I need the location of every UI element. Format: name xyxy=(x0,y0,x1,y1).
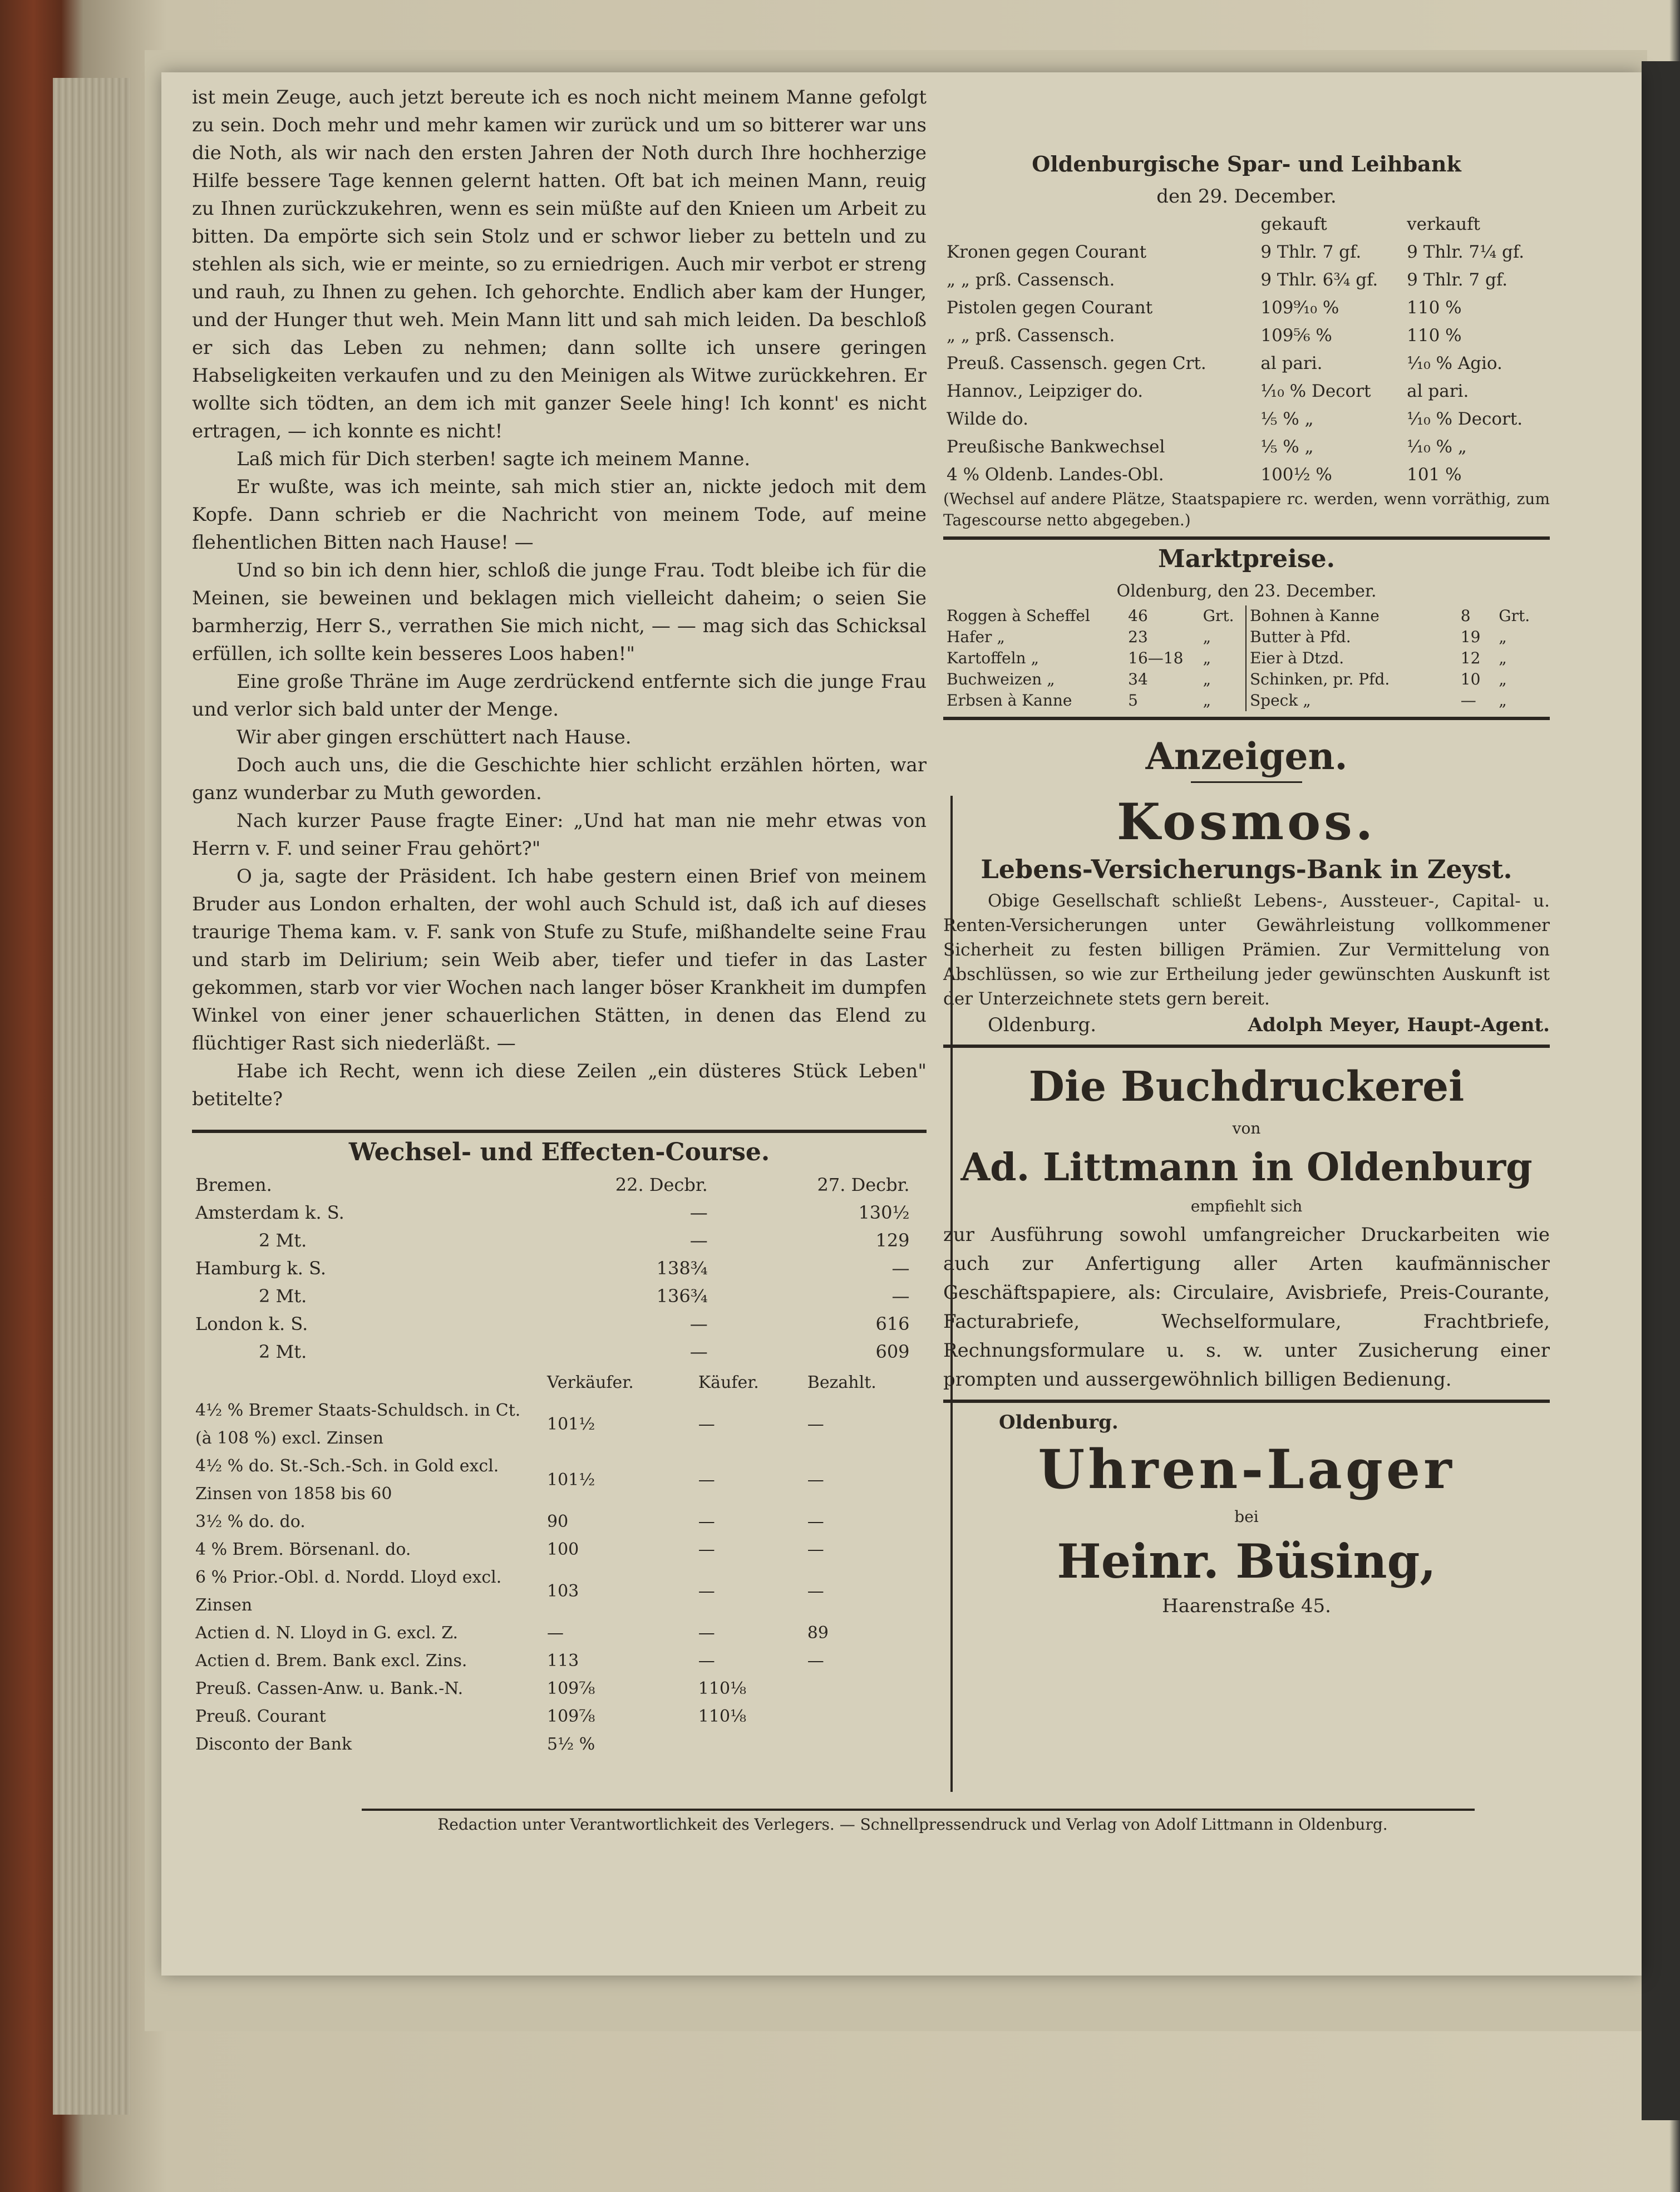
table-cell: 4 % Brem. Börsenanl. do. xyxy=(195,1540,411,1559)
table-row xyxy=(943,349,1550,377)
story-paragraph: Doch auch uns, die die Geschichte hier schlicht erzählen hörten, war ganz wunderbar zu Muth geworden. xyxy=(192,754,927,804)
druck-von: von xyxy=(1232,1119,1261,1137)
druck-name: Ad. Littmann in Oldenburg xyxy=(960,1145,1533,1190)
table-cell: ¹⁄₁₀ % Decort. xyxy=(1407,409,1523,429)
table-cell: 110⅛ xyxy=(698,1679,747,1698)
table-cell: 109⅞ xyxy=(547,1707,595,1726)
table-cell: 609 xyxy=(875,1341,910,1362)
table-cell: 109⁵⁄₆ % xyxy=(1260,326,1332,346)
table-cell: — xyxy=(698,1540,715,1559)
markt-date: Oldenburg, den 23. December. xyxy=(1116,582,1377,601)
table-cell: 5½ % xyxy=(547,1735,595,1754)
table-row xyxy=(943,461,1550,489)
table-cell: 2 Mt. xyxy=(259,1285,307,1307)
table-row xyxy=(192,1199,927,1226)
table-row xyxy=(943,627,1246,648)
table-cell: — xyxy=(698,1623,715,1643)
table-cell: 101½ xyxy=(547,1470,595,1490)
table-cell: 9 Thlr. 7¼ gf. xyxy=(1407,242,1525,262)
story-paragraph: Nach kurzer Pause fragte Einer: „Und hat man nie mehr etwas von Herrn v. F. und seiner Frau gehört?" xyxy=(192,810,927,860)
markt-tables xyxy=(943,605,1550,711)
table-cell: 109⁹⁄₁₀ % xyxy=(1260,298,1339,318)
table-row xyxy=(943,605,1246,627)
table-cell: — xyxy=(547,1623,564,1643)
table-cell: „ xyxy=(1203,649,1211,667)
uhr-bei: bei xyxy=(1234,1508,1259,1526)
druck-empfiehlt: empfiehlt sich xyxy=(1190,1197,1303,1215)
table-cell: London k. S. xyxy=(195,1313,308,1334)
table-cell: — xyxy=(807,1582,824,1601)
table-row xyxy=(192,1226,927,1254)
kosmos-signature xyxy=(943,1011,1550,1039)
table-cell: 5 xyxy=(1128,691,1138,710)
table-cell: 90 xyxy=(547,1512,569,1531)
table-header xyxy=(192,1171,927,1199)
table-cell: „ „ prß. Cassensch. xyxy=(947,270,1115,290)
table-row xyxy=(192,1675,927,1703)
table-cell: Hannov., Leipziger do. xyxy=(947,381,1144,401)
table-row xyxy=(192,1703,927,1731)
markt-title: Marktpreise. xyxy=(1158,545,1335,573)
table-cell: Preuß. Cassen-Anw. u. Bank.-N. xyxy=(195,1679,464,1698)
table-cell: Kronen gegen Courant xyxy=(947,242,1147,262)
table-cell: Grt. xyxy=(1499,607,1530,625)
section-rule xyxy=(943,1045,1550,1048)
story-paragraph: Wir aber gingen erschüttert nach Hause. xyxy=(237,726,632,748)
imprint: Redaction unter Verantwortlichkeit des Verlegers. — Schnellpressendruck und Verlag von Adolf Littmann in Oldenburg. xyxy=(437,1815,1388,1834)
bank-note: (Wechsel auf andere Plätze, Staatspapiere rc. werden, wenn vorräthig, zum Tagescourse netto abgegeben.) xyxy=(943,490,1550,529)
table-cell: Roggen à Scheffel xyxy=(947,607,1090,625)
section-rule xyxy=(943,536,1550,540)
footer-rule xyxy=(362,1809,1475,1811)
table-row xyxy=(192,1536,927,1564)
table-row xyxy=(943,433,1550,461)
wechsel-table xyxy=(192,1171,927,1366)
table-row xyxy=(943,266,1550,294)
table-cell: 27. Decbr. xyxy=(817,1174,910,1195)
table-cell: — xyxy=(807,1512,824,1531)
table-row xyxy=(1247,627,1550,648)
table-cell: Verkäufer. xyxy=(547,1373,634,1392)
table-cell: Preuß. Cassensch. gegen Crt. xyxy=(947,353,1206,373)
table-cell: 101 % xyxy=(1407,465,1462,485)
table-cell: 9 Thlr. 7 gf. xyxy=(1260,242,1362,262)
table-cell: — xyxy=(807,1540,824,1559)
table-row xyxy=(943,294,1550,322)
table-row xyxy=(192,1619,927,1647)
table-row xyxy=(1247,648,1550,669)
story-paragraph: Laß mich für Dich sterben! sagte ich meinem Manne. xyxy=(237,448,751,470)
table-cell: 100½ % xyxy=(1260,465,1332,485)
table-cell: — xyxy=(698,1415,715,1434)
table-row xyxy=(192,1310,927,1338)
table-cell: „ xyxy=(1203,691,1211,710)
table-cell: — xyxy=(698,1470,715,1490)
table-cell: Erbsen à Kanne xyxy=(947,691,1072,710)
short-rule xyxy=(1191,781,1302,783)
binding-edge xyxy=(1642,61,1680,2120)
kosmos-subtitle: Lebens-Versicherungs-Bank in Zeyst. xyxy=(981,854,1513,884)
table-cell: ⅕ % „ xyxy=(1260,437,1314,457)
table-row xyxy=(943,648,1246,669)
table-cell: „ xyxy=(1499,649,1507,667)
table-cell: Buchweizen „ xyxy=(947,670,1055,688)
table-cell: 4½ % do. St.-Sch.-Sch. in Gold excl. Zinsen von 1858 bis 60 xyxy=(195,1456,499,1504)
table-cell: 130½ xyxy=(858,1202,910,1223)
wechsel-title: Wechsel- und Effecten-Course. xyxy=(348,1138,770,1166)
table-cell: „ xyxy=(1203,628,1211,646)
table-row xyxy=(192,1731,927,1758)
table-cell: ¹⁄₁₀ % „ xyxy=(1407,437,1467,457)
table-cell: — xyxy=(689,1230,708,1251)
kosmos-title: Kosmos. xyxy=(1116,792,1377,851)
table-cell: 10 xyxy=(1460,670,1481,688)
table-cell: Pistolen gegen Courant xyxy=(947,298,1153,318)
table-row xyxy=(943,322,1550,349)
table-row xyxy=(192,1564,927,1619)
table-cell: „ xyxy=(1499,691,1507,710)
table-cell: 9 Thlr. 6¾ gf. xyxy=(1260,270,1378,290)
table-cell xyxy=(804,1675,927,1703)
uhr-title: Uhren-Lager xyxy=(1038,1438,1455,1501)
section-rule xyxy=(943,1400,1550,1403)
kosmos-text: Obige Gesellschaft schließt Lebens-, Aussteuer-, Capital- u. Renten-Versicherungen unter Gewährleistung vollkommener Sicherheit zu festen billigen Prämien. Zur Vermittelung von Abschlüssen, so wie zur Ertheilung jeder gewünschten Auskunft ist der Unterzeichnete stets gern bereit. xyxy=(943,891,1550,1009)
table-cell: Bohnen à Kanne xyxy=(1250,607,1380,625)
table-cell: — xyxy=(698,1651,715,1671)
table-cell: Grt. xyxy=(1203,607,1234,625)
table-cell: — xyxy=(698,1582,715,1601)
table-cell: 46 xyxy=(1128,607,1148,625)
table-cell: 138¾ xyxy=(656,1258,708,1279)
table-row xyxy=(943,405,1550,433)
bank-date: den 29. December. xyxy=(1156,185,1337,208)
table-row xyxy=(192,1254,927,1282)
markt-table-right xyxy=(1247,605,1550,711)
table-cell: Kartoffeln „ xyxy=(947,649,1039,667)
table-cell: ¹⁄₁₀ % Agio. xyxy=(1407,353,1502,373)
table-cell: Bremen. xyxy=(195,1174,272,1195)
table-cell: Wilde do. xyxy=(947,409,1029,429)
table-cell: — xyxy=(689,1341,708,1362)
table-cell xyxy=(804,1731,927,1758)
table-row xyxy=(192,1452,927,1508)
table-cell: 2 Mt. xyxy=(259,1341,307,1362)
table-cell: „ xyxy=(1499,670,1507,688)
table-cell: verkauft xyxy=(1407,214,1480,234)
table-cell: Bezahlt. xyxy=(807,1373,876,1392)
table-cell: Käufer. xyxy=(698,1373,759,1392)
table-cell: — xyxy=(689,1313,708,1334)
table-cell: 129 xyxy=(875,1230,910,1251)
table-row xyxy=(943,377,1550,405)
table-row xyxy=(1247,690,1550,711)
table-cell: 22. Decbr. xyxy=(615,1174,708,1195)
table-cell: — xyxy=(891,1258,910,1279)
table-cell xyxy=(695,1731,804,1758)
table-cell: 110 % xyxy=(1407,326,1462,346)
table-cell: — xyxy=(891,1285,910,1307)
table-cell: 6 % Prior.-Obl. d. Nordd. Lloyd excl. Zinsen xyxy=(195,1568,502,1615)
table-cell: Hamburg k. S. xyxy=(195,1258,327,1279)
uhr-address: Haarenstraße 45. xyxy=(1162,1595,1331,1617)
table-cell: „ „ prß. Cassensch. xyxy=(947,326,1115,346)
section-rule xyxy=(943,717,1550,720)
table-cell: Amsterdam k. S. xyxy=(195,1202,344,1223)
table-row xyxy=(192,1338,927,1366)
table-cell: 34 xyxy=(1128,670,1148,688)
table-cell: Actien d. N. Lloyd in G. excl. Z. xyxy=(195,1623,459,1643)
table-row xyxy=(1247,605,1550,627)
table-row xyxy=(943,690,1246,711)
table-row xyxy=(943,669,1246,690)
story-paragraph: Eine große Thräne im Auge zerdrückend entfernte sich die junge Frau und verlor sich bald unter der Menge. xyxy=(192,671,927,721)
markt-table-left xyxy=(943,605,1247,711)
table-cell: 2 Mt. xyxy=(259,1230,307,1251)
table-cell: 9 Thlr. 7 gf. xyxy=(1407,270,1508,290)
table-cell: 89 xyxy=(807,1623,829,1643)
bank-table xyxy=(943,210,1550,489)
table-cell: — xyxy=(807,1415,824,1434)
page-edges xyxy=(53,78,131,2115)
table-cell: 113 xyxy=(547,1651,579,1671)
story-paragraph: Er wußte, was ich meinte, sah mich stier an, nickte jedoch mit dem Kopfe. Dann schrieb er die Nachricht von meinem Tode, auf meine flehentlichen Bitten nach Hause! — xyxy=(192,476,927,554)
table-header xyxy=(192,1369,927,1397)
section-rule xyxy=(192,1130,927,1133)
table-cell: — xyxy=(807,1651,824,1671)
kosmos-place: Oldenburg. xyxy=(988,1014,1097,1036)
table-cell: Butter à Pfd. xyxy=(1250,628,1351,646)
table-cell: 110 % xyxy=(1407,298,1462,318)
table-cell: „ xyxy=(1203,670,1211,688)
table-cell: 23 xyxy=(1128,628,1148,646)
table-cell: al pari. xyxy=(1260,353,1323,373)
table-cell: Schinken, pr. Pfd. xyxy=(1250,670,1390,688)
table-cell: 8 xyxy=(1460,607,1471,625)
table-cell: 101½ xyxy=(547,1415,595,1434)
table-cell: Preußische Bankwechsel xyxy=(947,437,1165,457)
table-cell: 100 xyxy=(547,1540,579,1559)
table-cell: gekauft xyxy=(1260,214,1327,234)
table-header xyxy=(943,210,1550,238)
table-cell: 616 xyxy=(875,1313,910,1334)
table-row xyxy=(1247,669,1550,690)
table-cell: 109⅞ xyxy=(547,1679,595,1698)
table-cell: Actien d. Brem. Bank excl. Zins. xyxy=(195,1651,467,1671)
story-paragraph: O ja, sagte der Präsident. Ich habe gestern einen Brief von meinem Bruder aus London erhalten, der wohl auch Schuld ist, daß ich auf dieses traurige Thema kam. v. F. sank von Stufe zu Stufe, mißhandelte seine Frau und starb im Delirium; sein Weib aber, tiefer und tiefer in das Laster gekommen, starb vor vier Wochen nach langer böser Krankheit im dumpfen Winkel von einer jener schauerlichen Stätten, in denen das Elend zu flüchtiger Rast sich niederläßt. — xyxy=(192,865,927,1055)
table-cell: 4 % Oldenb. Landes-Obl. xyxy=(947,465,1164,485)
story-paragraph: ist mein Zeuge, auch jetzt bereute ich es noch nicht meinem Manne gefolgt zu sein. Doch mehr und mehr kamen wir zurück und um so bitterer war uns die Noth, als wir nach den ersten Jahren der Noth durch Ihre hochherzige Hilfe bessere Tage kennen gelernt hatten. Oft bat ich meinen Mann, reuig zu Ihnen zurückzukehren, wenn es sein müßte auf den Knieen um Arbeit zu bitten. Da empörte sich sein Stolz und er schwor lieber zu betteln und zu stehlen als sich, wie er meinte, so zu erniedrigen. Auch mir verbot er streng und rauh, zu Ihnen zu gehen. Ich gehorchte. Endlich aber kam der Hunger, und der Hunger thut weh. Mein Mann litt und sah mich leiden. Da beschloß er sich das Leben zu nehmen; dann sollte ich unsere geringen Habseligkeiten verkaufen und zu den Meinigen als Witwe zurückkehren. Er wollte sich tödten, an dem ich mit ganzer Seele hing! Ich konnt' es nicht ertragen, — ich konnte es nicht! xyxy=(192,86,927,442)
table-cell: Speck „ xyxy=(1250,691,1311,710)
table-cell: Preuß. Courant xyxy=(195,1707,326,1726)
uhr-place: Oldenburg. xyxy=(999,1411,1119,1434)
table-cell: 103 xyxy=(547,1582,579,1601)
table-row xyxy=(192,1397,927,1452)
anzeigen-title: Anzeigen. xyxy=(1145,735,1348,778)
table-cell: al pari. xyxy=(1407,381,1469,401)
effecten-table xyxy=(192,1369,927,1758)
table-cell: — xyxy=(1460,691,1476,710)
table-cell: — xyxy=(698,1512,715,1531)
table-cell: Hafer „ xyxy=(947,628,1005,646)
table-cell: — xyxy=(689,1202,708,1223)
table-cell xyxy=(804,1703,927,1731)
table-cell: ¹⁄₁₀ % Decort xyxy=(1260,381,1371,401)
table-cell: 4½ % Bremer Staats-Schuldsch. in Ct. (à 108 %) excl. Zinsen xyxy=(195,1401,521,1448)
table-cell: „ xyxy=(1499,628,1507,646)
uhr-name: Heinr. Büsing, xyxy=(1057,1534,1436,1589)
table-row xyxy=(192,1508,927,1536)
table-cell: 12 xyxy=(1460,649,1481,667)
table-row xyxy=(192,1282,927,1310)
table-cell: ⅕ % „ xyxy=(1260,409,1314,429)
druck-title: Die Buchdruckerei xyxy=(1028,1063,1465,1111)
table-cell: 16—18 xyxy=(1128,649,1184,667)
table-cell: 3½ % do. do. xyxy=(195,1512,306,1531)
right-column xyxy=(943,72,1550,1620)
table-cell: — xyxy=(807,1470,824,1490)
druck-text: zur Ausführung sowohl umfangreicher Druckarbeiten wie auch zur Anfertigung aller Arten kaufmännischer Geschäftspapiere, als: Circulaire, Avisbriefe, Preis-Courante, Facturabriefe, Wechselformulare, Frachtbriefe, Rechnungsformulare u. s. w. unter Zusicherung einer prompten und aussergewöhnlich billigen Bedienung. xyxy=(943,1224,1550,1391)
table-row xyxy=(192,1647,927,1675)
story-paragraph: Und so bin ich denn hier, schloß die junge Frau. Todt bleibe ich für die Meinen, sie beweinen und beklagen mich vielleicht daheim; o seien Sie barmherzig, Herr S., verrathen Sie mich nicht, — — mag sich das Schicksal erfüllen, ich sollte kein besseres Loos haben!" xyxy=(192,559,927,665)
bank-title: Oldenburgische Spar- und Leihbank xyxy=(1032,151,1461,176)
table-cell: Disconto der Bank xyxy=(195,1735,352,1754)
left-column xyxy=(192,83,927,1758)
table-cell: 136¾ xyxy=(656,1285,708,1307)
table-cell: 19 xyxy=(1460,628,1481,646)
table-cell: 110⅛ xyxy=(698,1707,747,1726)
kosmos-agent: Adolph Meyer, Haupt-Agent. xyxy=(1248,1014,1550,1036)
story-paragraph: Habe ich Recht, wenn ich diese Zeilen „ein düsteres Stück Leben" betitelte? xyxy=(192,1060,927,1110)
table-row xyxy=(943,238,1550,266)
table-cell: Eier à Dtzd. xyxy=(1250,649,1344,667)
